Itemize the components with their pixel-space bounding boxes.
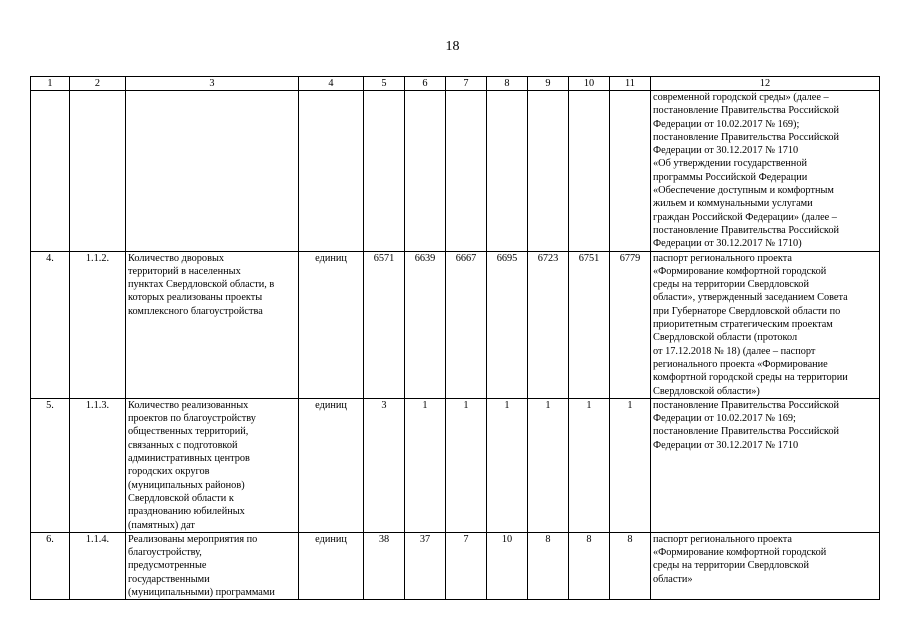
- empty-cell: [31, 91, 70, 252]
- indicator-name: Реализованы мероприятия по благоустройству, предусмотренные государственными (муниципальными) программами: [126, 532, 299, 599]
- source-text: паспорт регионального проекта «Формирование комфортной городской среды на территории Свердловской области»: [653, 533, 827, 585]
- column-number: 7: [446, 77, 487, 91]
- value-cell: 1: [569, 398, 610, 532]
- empty-cell: [446, 91, 487, 252]
- indicator-name: Количество реализованных проектов по благоустройству общественных территорий, связанных с подготовкой административных центров городских округов (муниципальных районов) Свердловской области к празднованию юбилейных (памятных) дат: [126, 398, 299, 532]
- source-cell: [651, 91, 880, 252]
- row-number: 5.: [31, 398, 70, 532]
- indicators-table: [30, 76, 880, 600]
- table-row: [31, 532, 880, 599]
- empty-cell: [569, 91, 610, 252]
- empty-cell: [364, 91, 405, 252]
- value-cell: 37: [405, 532, 446, 599]
- column-number: 11: [610, 77, 651, 91]
- table-row: [31, 251, 880, 398]
- empty-cell: [70, 91, 126, 252]
- value-cell: 6667: [446, 251, 487, 398]
- column-number-row: [31, 77, 880, 91]
- column-number: 3: [126, 77, 299, 91]
- column-number: 1: [31, 77, 70, 91]
- value-cell: 8: [528, 532, 569, 599]
- unit-cell: единиц: [299, 532, 364, 599]
- empty-cell: [610, 91, 651, 252]
- indicator-code: 1.1.2.: [70, 251, 126, 398]
- column-number: 9: [528, 77, 569, 91]
- value-cell: 1: [610, 398, 651, 532]
- unit-cell: единиц: [299, 398, 364, 532]
- value-cell: 10: [487, 532, 528, 599]
- source-text: постановление Правительства Российской Федерации от 10.02.2017 № 169; постановление Правительства Российской Федерации от 30.12.2017 № 1710: [653, 399, 840, 451]
- column-number: 10: [569, 77, 610, 91]
- value-cell: 8: [610, 532, 651, 599]
- value-cell: 3: [364, 398, 405, 532]
- value-cell: 1: [446, 398, 487, 532]
- source-text: паспорт регионального проекта «Формирование комфортной городской среды на территории Свердловской области», утвержденный заседанием Совета при Губернаторе Свердловской области по приоритетным стратегическим проектам Свердловской области (протокол от 17.12.2018 № 18) (далее – паспорт регионального проекта «Формирование комфортной городской среды на территории Свердловской области»): [653, 252, 848, 397]
- empty-cell: [405, 91, 446, 252]
- column-number: 2: [70, 77, 126, 91]
- column-number: 8: [487, 77, 528, 91]
- empty-cell: [126, 91, 299, 252]
- empty-cell: [528, 91, 569, 252]
- empty-cell: [299, 91, 364, 252]
- value-cell: 6695: [487, 251, 528, 398]
- value-cell: 6723: [528, 251, 569, 398]
- row-number: 6.: [31, 532, 70, 599]
- table-row: [31, 91, 880, 252]
- value-cell: 8: [569, 532, 610, 599]
- indicator-code: 1.1.4.: [70, 532, 126, 599]
- value-cell: 38: [364, 532, 405, 599]
- table-row: [31, 398, 880, 532]
- column-number: 12: [651, 77, 880, 91]
- source-text: современной городской среды» (далее – постановление Правительства Российской Федерации от 10.02.2017 № 169); постановление Правительства Российской Федерации от 30.12.2017 № 1710 «Об утверждении государственной программы Российской Федерации «Обеспечение доступным и комфортным жильем и коммунальными услугами граждан Российской Федерации» (далее – постановление Правительства Российской Федерации от 30.12.2017 № 1710): [653, 92, 840, 250]
- value-cell: 7: [446, 532, 487, 599]
- source-cell: [651, 532, 880, 599]
- value-cell: 6751: [569, 251, 610, 398]
- column-number: 6: [405, 77, 446, 91]
- value-cell: 1: [405, 398, 446, 532]
- value-cell: 1: [487, 398, 528, 532]
- indicator-name: Количество дворовых территорий в населенных пунктах Свердловской области, в которых реализованы проекты комплексного благоустройства: [126, 251, 299, 398]
- row-number: 4.: [31, 251, 70, 398]
- unit-cell: единиц: [299, 251, 364, 398]
- value-cell: 6571: [364, 251, 405, 398]
- page-number: 18: [445, 39, 460, 54]
- column-number: 4: [299, 77, 364, 91]
- source-cell: [651, 398, 880, 532]
- value-cell: 1: [528, 398, 569, 532]
- indicator-code: 1.1.3.: [70, 398, 126, 532]
- empty-cell: [487, 91, 528, 252]
- value-cell: 6639: [405, 251, 446, 398]
- value-cell: 6779: [610, 251, 651, 398]
- source-cell: [651, 251, 880, 398]
- column-number: 5: [364, 77, 405, 91]
